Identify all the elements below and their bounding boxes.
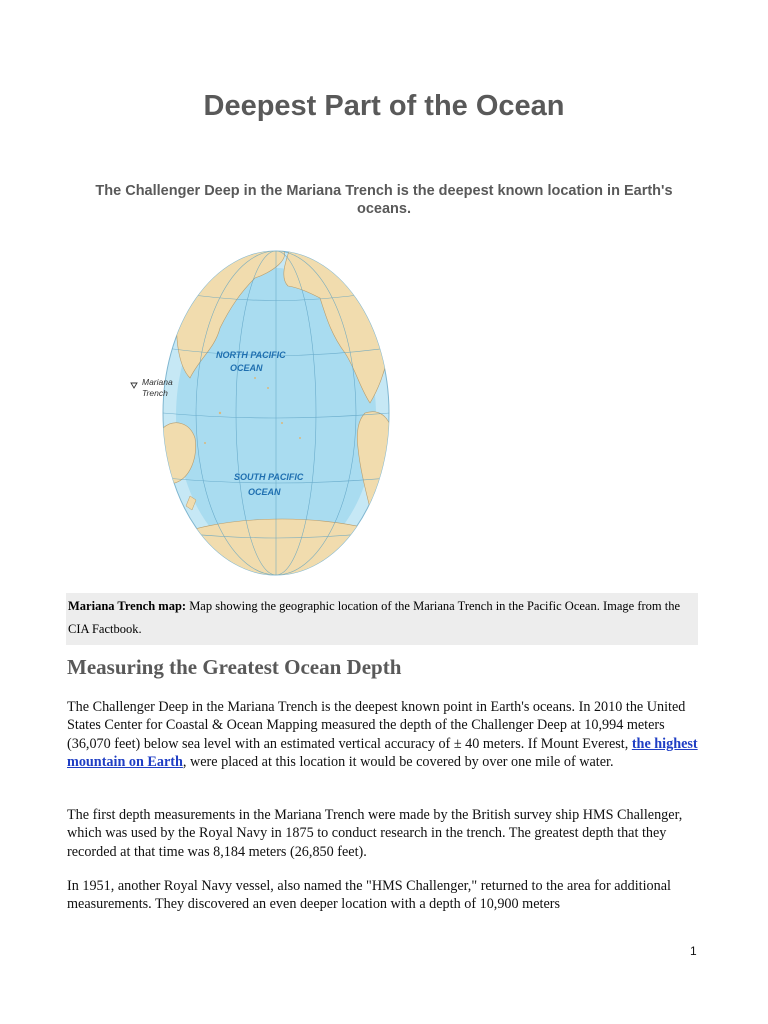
paragraph-1-part-b: , were placed at this location it would be covered by over one mile of water. — [182, 754, 614, 771]
mariana-trench-map — [160, 238, 396, 578]
mariana-trench-label — [125, 375, 185, 405]
map-label-south-pacific: SOUTH PACIFIC — [234, 472, 304, 482]
paragraph-3: In 1951, another Royal Navy vessel, also named the "HMS Challenger," returned to the area for additional measurements. They discovered an even deeper location with a depth of 10,900 meters — [67, 878, 671, 913]
map-label-north-pacific-ocean: OCEAN — [230, 363, 263, 373]
map-label-trench: Trench — [142, 388, 168, 398]
map-caption — [66, 593, 698, 645]
paragraph-1 — [67, 698, 707, 772]
section-heading: Measuring the Greatest Ocean Depth — [67, 655, 402, 679]
paragraph-1-part-a: The Challenger Deep in the Mariana Trench is the deepest known point in Earth's oceans. In 2010 the United States Center for Coastal & Ocean Mapping measured the depth of the Challenger Deep at 10,994 meters (36,070 feet) below sea level with an estimated vertical accuracy of ± 40 meters. If Mount Everest, — [67, 699, 686, 752]
caption-label: Mariana Trench map: — [68, 599, 187, 613]
page-subtitle: The Challenger Deep in the Mariana Trench is the deepest known location in Earth's oceans. — [95, 183, 673, 217]
trench-marker-icon — [131, 383, 137, 388]
page-title: Deepest Part of the Ocean — [203, 90, 565, 122]
page-number: 1 — [690, 944, 697, 958]
map-label-mariana: Mariana — [142, 377, 173, 387]
caption-text: Map showing the geographic location of the Mariana Trench in the Pacific Ocean. Image from the CIA Factbook. — [68, 599, 681, 636]
map-label-north-pacific: NORTH PACIFIC — [216, 350, 286, 360]
highest-mountain-link[interactable]: the highest mountain on Earth — [67, 735, 698, 771]
map-overlay — [160, 238, 396, 578]
paragraph-2: The first depth measurements in the Mariana Trench were made by the British survey ship HMS Challenger, which was used by the Royal Navy in 1875 to conduct research in the trench. The greatest depth that they recorded at that time was 8,184 meters (26,850 feet). — [67, 807, 683, 860]
map-label-south-pacific-ocean: OCEAN — [248, 487, 281, 497]
